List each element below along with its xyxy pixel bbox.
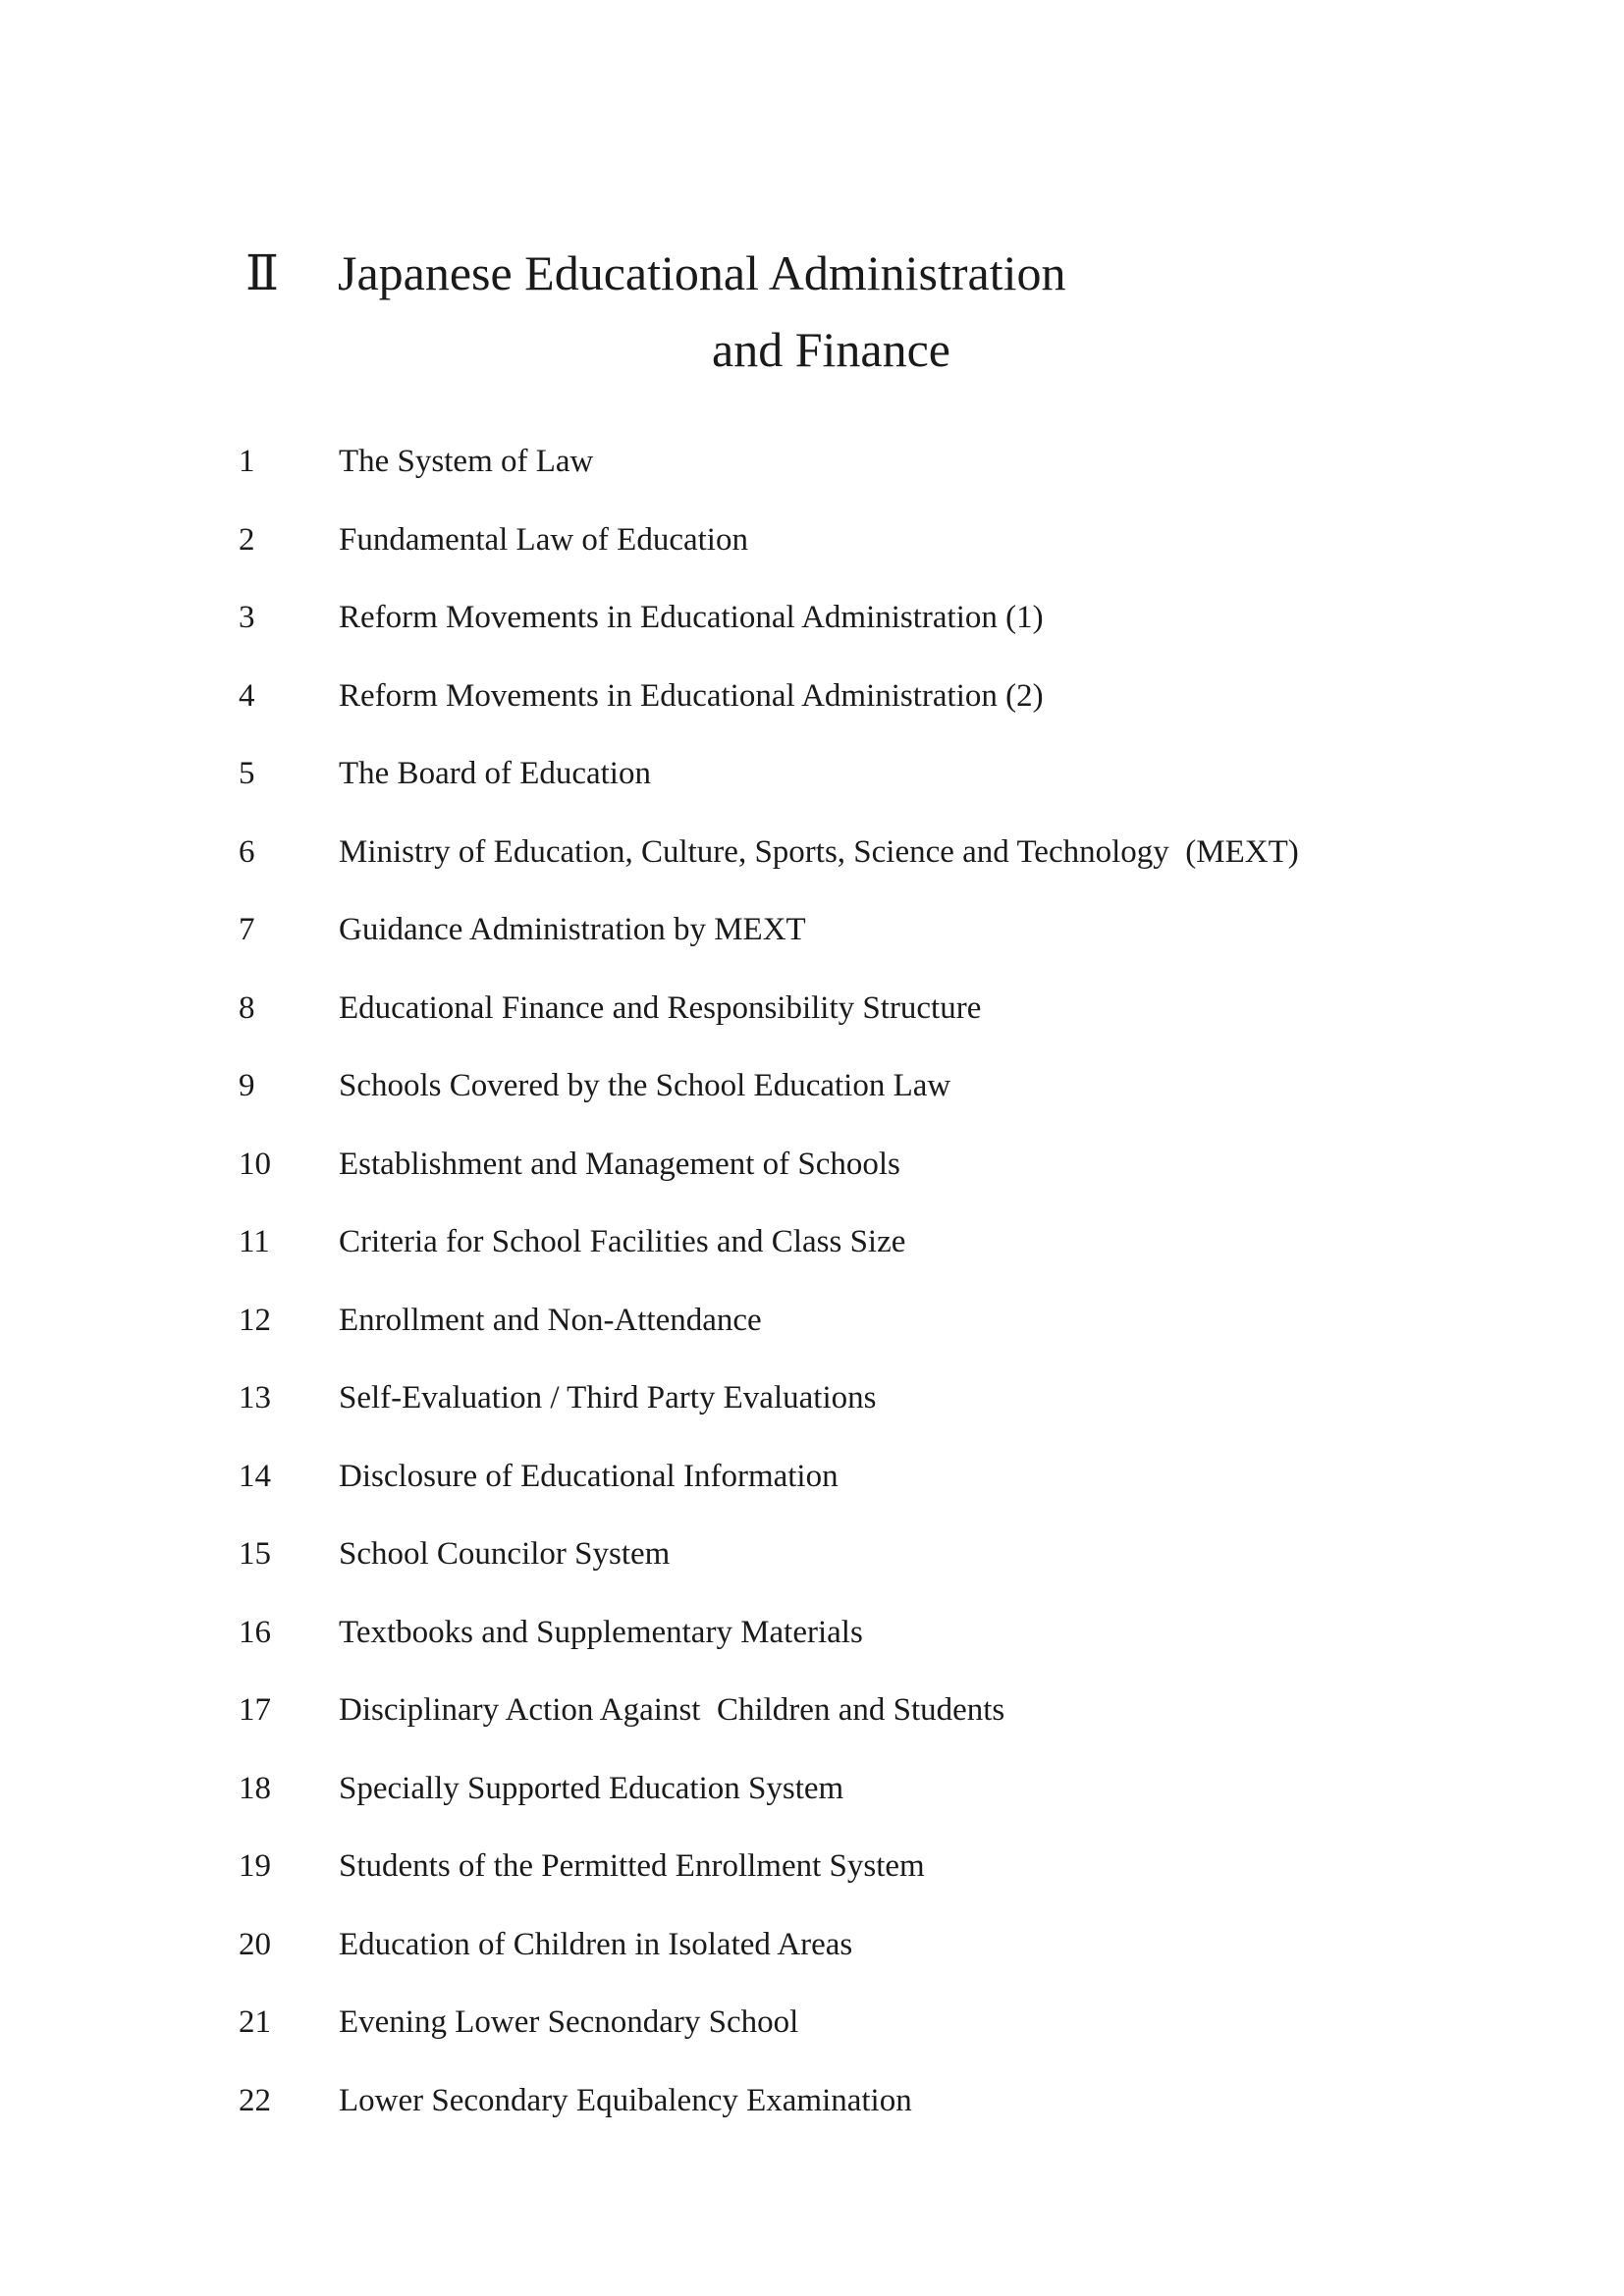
toc-item (239, 1611, 1466, 1689)
toc-item-number: 20 (239, 1926, 271, 1962)
toc-item (239, 1376, 1466, 1455)
toc-item (239, 987, 1466, 1065)
toc-item (239, 440, 1466, 518)
toc-item-number: 10 (239, 1146, 271, 1182)
table-of-contents (239, 440, 1466, 2157)
toc-item-number: 19 (239, 1848, 271, 1884)
toc-item (239, 1143, 1466, 1221)
toc-item-number: 22 (239, 2082, 271, 2118)
toc-item (239, 908, 1466, 987)
toc-item (239, 830, 1466, 909)
toc-item-number: 5 (239, 756, 255, 791)
toc-item-number: 17 (239, 1692, 271, 1728)
toc-item-title: Fundamental Law of Education (339, 521, 748, 558)
toc-item-number: 15 (239, 1536, 271, 1572)
toc-item-title: School Councilor System (339, 1536, 671, 1572)
toc-item-title: Reform Movements in Educational Administration (1) (339, 600, 1044, 635)
toc-item-title: Guidance Administration by MEXT (339, 912, 806, 947)
toc-item-title: Textbooks and Supplementary Materials (339, 1614, 863, 1650)
toc-item (239, 518, 1466, 597)
toc-item-title: Evening Lower Secnondary School (339, 2004, 799, 2040)
toc-item-number: 2 (239, 521, 255, 558)
toc-item-title: Educational Finance and Responsibility Structure (339, 989, 982, 1026)
toc-item-title: Specially Supported Education System (339, 1770, 844, 1806)
toc-item-title: Self-Evaluation / Third Party Evaluations (339, 1380, 877, 1415)
toc-item-title: Enrollment and Non-Attendance (339, 1302, 762, 1338)
toc-item-number: 1 (239, 444, 255, 479)
section-header (245, 240, 1424, 398)
toc-item (239, 1220, 1466, 1299)
toc-item (239, 752, 1466, 830)
toc-item-number: 8 (239, 989, 255, 1026)
toc-item-title: Establishment and Management of Schools (339, 1146, 900, 1182)
toc-item (239, 1455, 1466, 1533)
toc-item-title: Criteria for School Facilities and Class Size (339, 1224, 906, 1259)
toc-item (239, 1688, 1466, 1767)
toc-item-title: Reform Movements in Educational Administration (2) (339, 677, 1044, 714)
toc-item (239, 596, 1466, 674)
toc-item (239, 674, 1466, 753)
toc-item-number: 7 (239, 912, 255, 947)
toc-item-number: 9 (239, 1068, 255, 1103)
toc-item-title: The System of Law (339, 444, 594, 479)
toc-item-title: Education of Children in Isolated Areas (339, 1926, 853, 1962)
toc-item-number: 16 (239, 1614, 271, 1650)
toc-item-number: 3 (239, 600, 255, 635)
toc-item (239, 2001, 1466, 2079)
section-title-continued: and Finance (712, 322, 950, 377)
section-numeral: Ⅱ (245, 245, 279, 300)
toc-item (239, 1064, 1466, 1143)
toc-item-title: Disciplinary Action Against Children and Students (339, 1692, 1005, 1728)
section-title: Japanese Educational Administration (338, 245, 1066, 300)
toc-item (239, 1844, 1466, 1923)
toc-item-title: Lower Secondary Equibalency Examination (339, 2082, 912, 2118)
toc-item (239, 1767, 1466, 1845)
toc-item-number: 6 (239, 833, 255, 870)
toc-item (239, 1299, 1466, 1377)
toc-item-number: 11 (239, 1224, 270, 1259)
toc-item-number: 14 (239, 1458, 271, 1494)
toc-item (239, 1532, 1466, 1611)
toc-item-number: 18 (239, 1770, 271, 1806)
toc-item (239, 1923, 1466, 2002)
toc-item-title: Schools Covered by the School Education Law (339, 1068, 951, 1103)
toc-item-number: 4 (239, 677, 255, 714)
toc-item-title: Students of the Permitted Enrollment System (339, 1848, 925, 1884)
toc-item-title: Disclosure of Educational Information (339, 1458, 839, 1494)
toc-item-number: 13 (239, 1380, 271, 1415)
toc-item-title: Ministry of Education, Culture, Sports, Science and Technology (MEXT) (339, 833, 1299, 870)
toc-item-number: 21 (239, 2004, 271, 2040)
toc-item (239, 2079, 1466, 2158)
toc-item-number: 12 (239, 1302, 271, 1338)
toc-item-title: The Board of Education (339, 756, 651, 791)
